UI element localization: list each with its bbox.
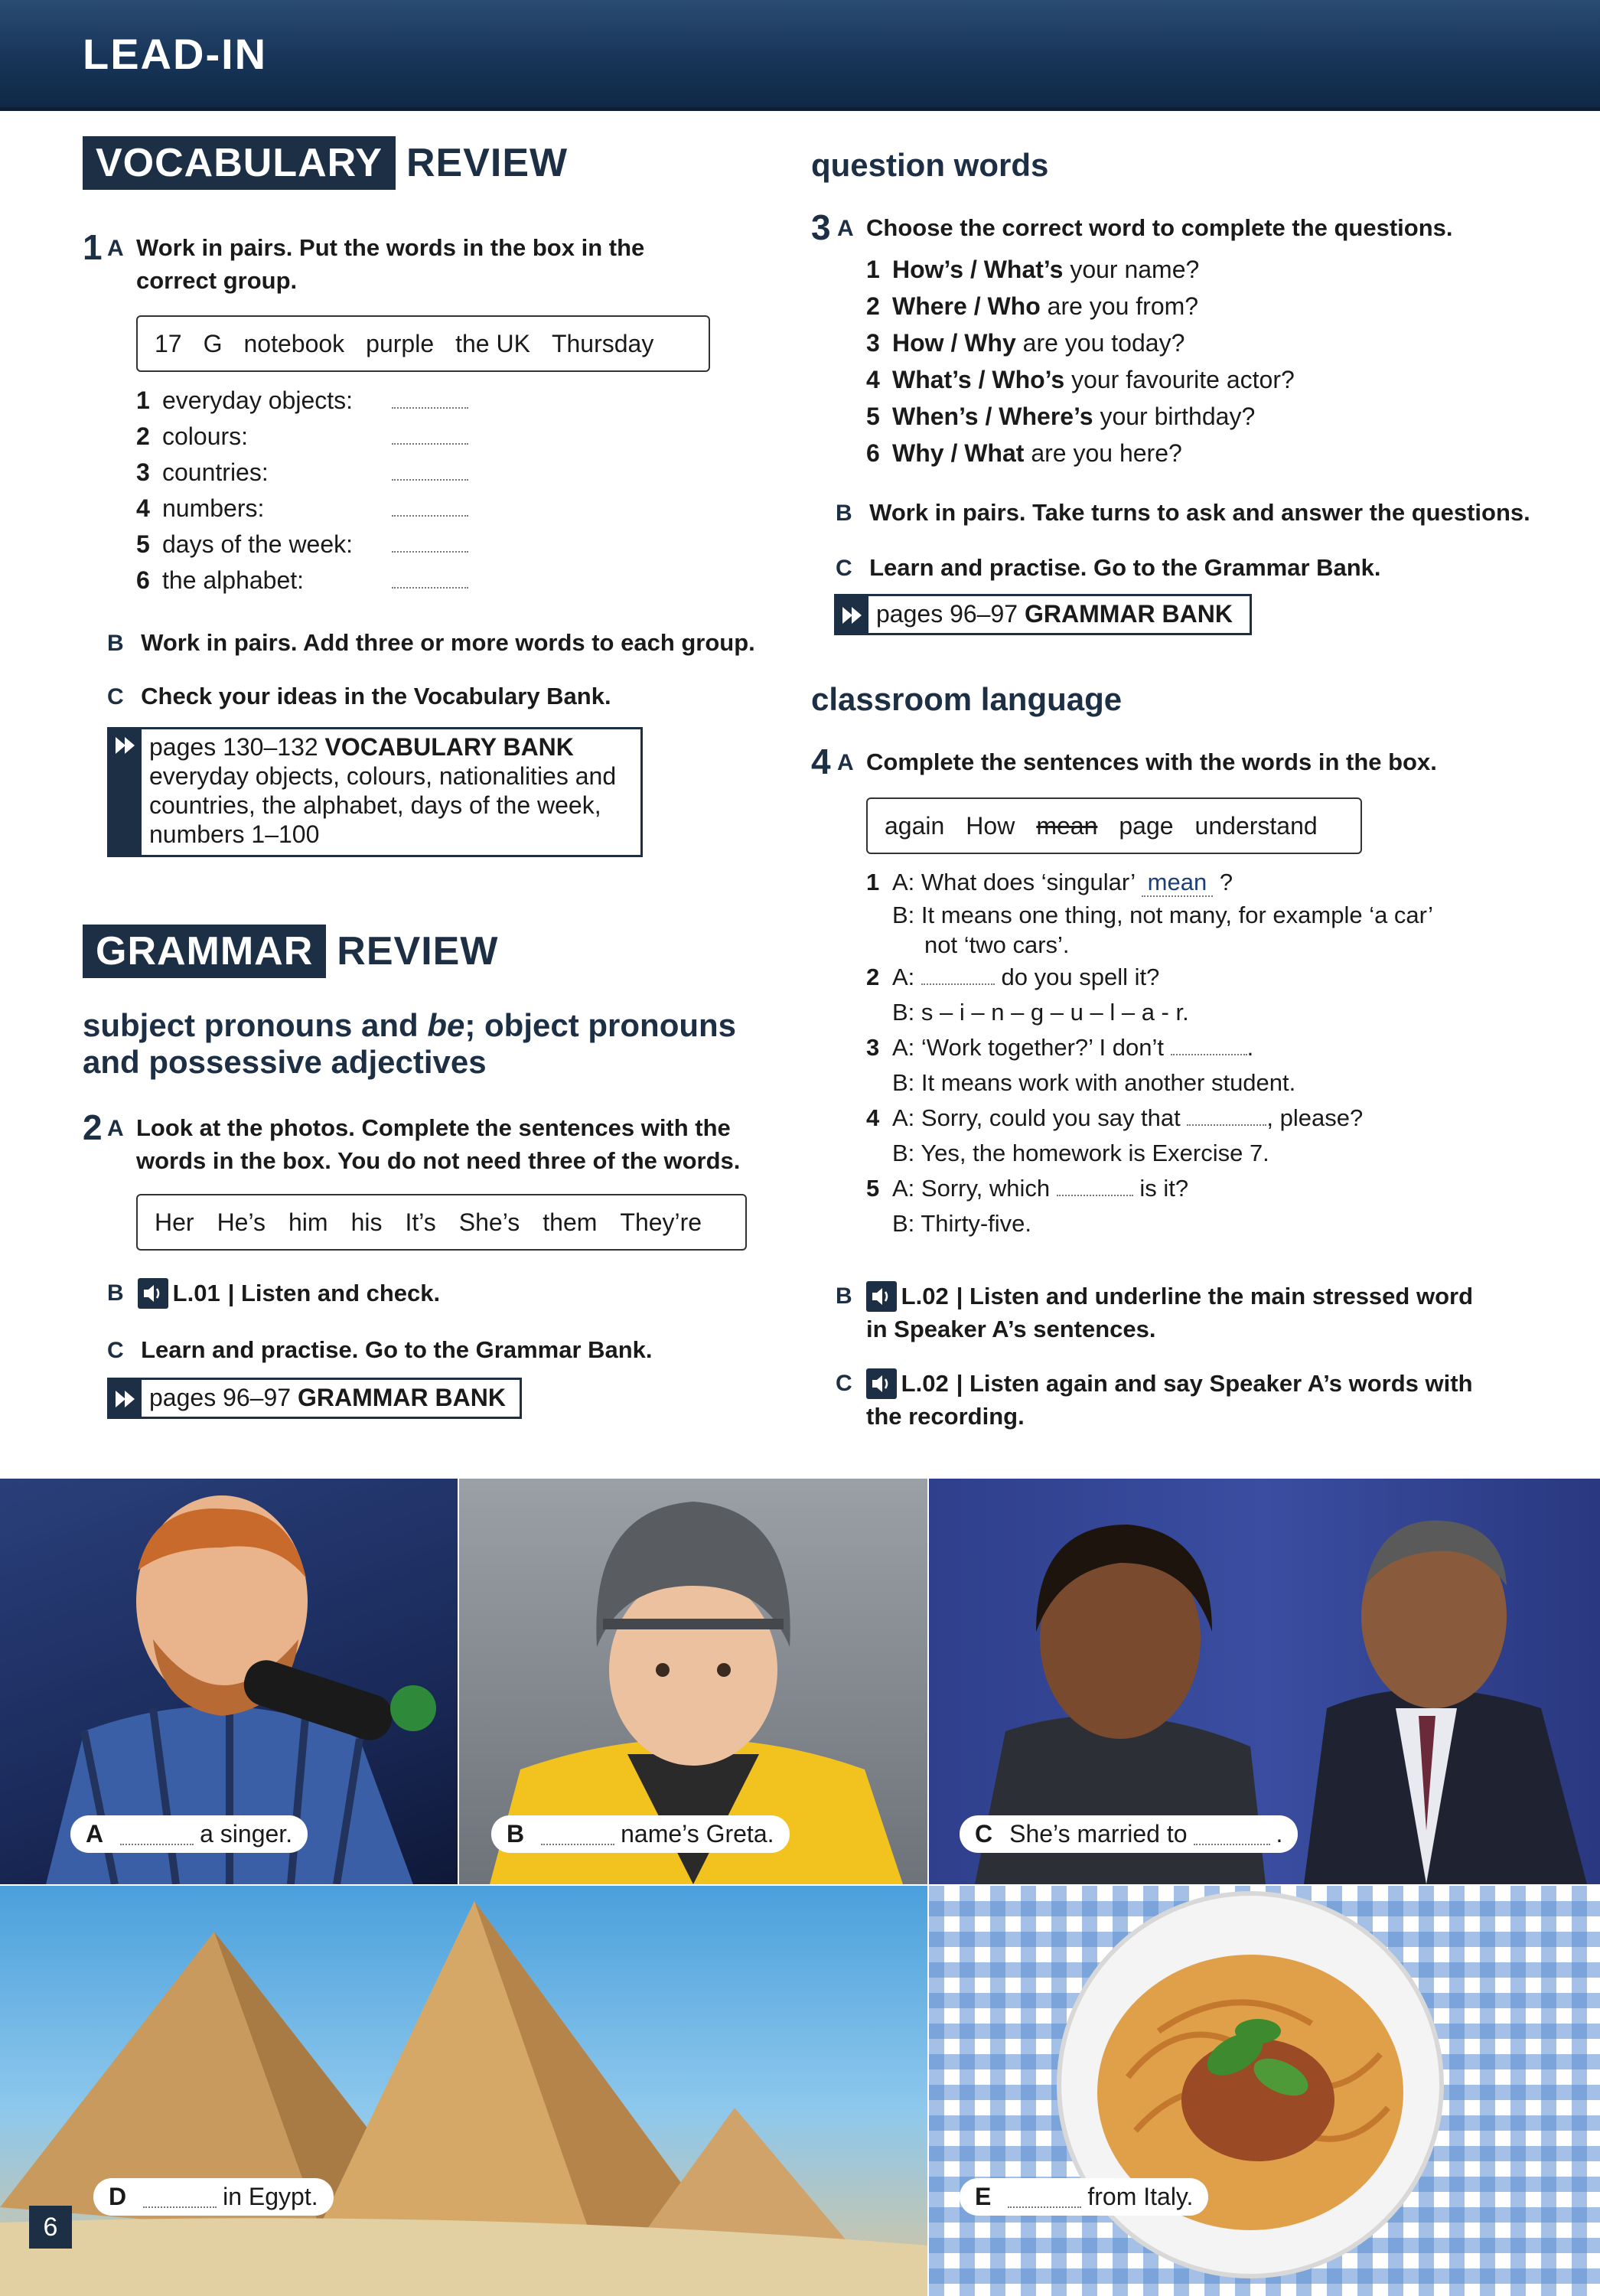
answer-blank[interactable] (1187, 1104, 1266, 1126)
photo-e-spaghetti (929, 1886, 1600, 2296)
answer-blank[interactable] (120, 1824, 194, 1845)
grammar-bank-link-right[interactable]: pages 96–97 GRAMMAR BANK (834, 594, 1252, 635)
answer-blank[interactable] (1008, 2187, 1081, 2208)
list-item: 2 Where / Who are you from? (866, 292, 1199, 320)
question-words-heading: question words (811, 147, 1049, 183)
exercise-1a-label: A (107, 236, 124, 261)
answer-blank[interactable] (1057, 1175, 1133, 1196)
list-item: 6 the alphabet: (136, 563, 468, 598)
exercise-3-number: 3 (811, 207, 831, 247)
fast-forward-icon (836, 596, 868, 633)
speaker-icon[interactable] (866, 1368, 897, 1399)
question-list (866, 251, 1295, 471)
exercise-3b: B Work in pairs. Take turns to ask and answer the questions. (836, 499, 1530, 526)
option-choice[interactable]: What’s / Who’s (892, 366, 1065, 393)
box-word: It’s (405, 1208, 436, 1236)
box-word: Thursday (551, 329, 654, 357)
answer-blank[interactable] (392, 423, 468, 445)
exercise-3c: C Learn and practise. Go to the Grammar Bank. (836, 554, 1381, 581)
box-word-crossed: mean (1036, 811, 1098, 840)
caption-a: A a singer. (70, 1815, 308, 1853)
option-choice[interactable]: How / Why (892, 329, 1016, 357)
answer-blank[interactable] (541, 1824, 614, 1845)
speaker-icon[interactable] (866, 1281, 897, 1312)
dialogue-list: 1 A: What does ‘singular’ mean ? B: It means one thing, not many, for example ‘a car’ not ‘two cars’. 2 A: do you spell it? B: s – i – n – g – u – l – a - r. 3 A: ‘Work together?’ I don’t . B: It means work with another student. 4 A: Sorry, could you say that , please? B: Yes, the homework is Exercise 7. 5 A: Sorry, which is it? B: Thirty-five. (866, 865, 1540, 1241)
list-item: 1 A: What does ‘singular’ mean ? (866, 869, 1233, 895)
box-word: She’s (458, 1208, 520, 1236)
box-word: again (885, 811, 945, 840)
box-word: page (1119, 811, 1174, 840)
answer-blank[interactable] (392, 387, 468, 409)
answer-blank[interactable] (392, 531, 468, 553)
exercise-1c: C Check your ideas in the Vocabulary Bank. (107, 683, 611, 709)
box-word: them (543, 1208, 598, 1236)
caption-e: E from Italy. (960, 2178, 1208, 2216)
box-word: him (288, 1208, 328, 1236)
list-item: 6 Why / What are you here? (866, 439, 1182, 467)
caption-d: D in Egypt. (93, 2178, 334, 2216)
exercise-4b: B L.02 | Listen and underline the main stressed word in Speaker A’s sentences. (836, 1280, 1570, 1345)
vocabulary-bank-link[interactable]: pages 130–132 VOCABULARY BANK everyday objects, colours, nationalities and countries, the alphabet, days of the week, numbers 1–100 (107, 727, 643, 857)
list-item: 5 When’s / Where’s your birthday? (866, 403, 1256, 430)
pyramids-illustration (0, 1886, 927, 2296)
option-choice[interactable]: How’s / What’s (892, 256, 1064, 283)
caption-b: B name’s Greta. (491, 1815, 790, 1853)
vocabulary-groups-list (136, 383, 468, 598)
box-word: He’s (217, 1208, 266, 1236)
vocabulary-word-box (136, 315, 710, 372)
list-item: 4 numbers: (136, 491, 468, 527)
list-item: 3 How / Why are you today? (866, 329, 1185, 357)
exercise-4a-label: A (837, 750, 854, 775)
exercise-1b: B Work in pairs. Add three or more words to each group. (107, 629, 755, 656)
option-choice[interactable]: Where / Who (892, 292, 1041, 320)
exercise-4a-instruction: Complete the sentences with the words in the box. (866, 748, 1437, 775)
classroom-language-heading: classroom language (811, 681, 1123, 717)
grammar-label: GRAMMAR (83, 925, 326, 978)
caption-c: C She’s married to . (960, 1815, 1298, 1853)
spaghetti-illustration (929, 1886, 1600, 2296)
box-word: notebook (243, 329, 345, 357)
answer-blank[interactable] (143, 2187, 217, 2208)
classroom-word-box (866, 797, 1362, 854)
speaker-icon[interactable] (138, 1278, 168, 1309)
box-word: understand (1194, 811, 1318, 840)
example-answer: mean (1142, 869, 1214, 897)
box-word: 17 (155, 329, 182, 357)
list-item: 5 A: Sorry, which is it? (866, 1175, 1189, 1202)
review-label: REVIEW (337, 929, 499, 974)
exercise-2a-label: A (107, 1116, 124, 1141)
box-word: the UK (455, 329, 530, 357)
answer-blank[interactable] (392, 495, 468, 517)
exercise-2a-instruction: Look at the photos. Complete the sentences with the words in the box. You do not need three of the words. (136, 1114, 741, 1174)
answer-blank[interactable] (1194, 1824, 1270, 1845)
box-word: Her (155, 1208, 194, 1236)
grammar-subheading: subject pronouns and be; object pronouns and possessive adjectives (83, 1007, 737, 1080)
list-item: 5 days of the week: (136, 527, 468, 563)
exercise-2b: B L.01 | Listen and check. (107, 1277, 440, 1309)
exercise-2-number: 2 (83, 1107, 103, 1147)
exercise-1-number: 1 (83, 227, 103, 267)
box-word: How (966, 811, 1015, 840)
list-item: 3 countries: (136, 455, 468, 491)
pronoun-word-box (136, 1194, 747, 1251)
answer-blank[interactable] (392, 459, 468, 481)
list-item: 4 What’s / Who’s your favourite actor? (866, 366, 1295, 393)
answer-blank[interactable] (921, 964, 995, 985)
exercise-1a-instruction: Work in pairs. Put the words in the box in the correct group. (136, 234, 645, 294)
exercise-3a-label: A (837, 216, 854, 241)
fast-forward-icon (109, 1380, 142, 1417)
exercise-3a-instruction: Choose the correct word to complete the questions. (866, 214, 1453, 241)
answer-blank[interactable] (1171, 1034, 1247, 1055)
grammar-review-heading (83, 925, 498, 978)
option-choice[interactable]: When’s / Where’s (892, 403, 1093, 430)
box-word: purple (366, 329, 435, 357)
vocabulary-label: VOCABULARY (83, 136, 396, 190)
list-item: 4 A: Sorry, could you say that , please? (866, 1104, 1364, 1131)
list-item: 3 A: ‘Work together?’ I don’t . (866, 1034, 1254, 1061)
list-item: 2 A: do you spell it? (866, 964, 1160, 990)
exercise-4c: C L.02 | Listen again and say Speaker A’s words with the recording. (836, 1367, 1570, 1433)
grammar-bank-link-left[interactable]: pages 96–97 GRAMMAR BANK (107, 1378, 522, 1419)
box-word: They’re (620, 1208, 702, 1236)
review-label: REVIEW (406, 141, 569, 185)
answer-blank[interactable] (392, 567, 468, 589)
list-item: 1 everyday objects: (136, 383, 468, 419)
list-item: 1 How’s / What’s your name? (866, 256, 1200, 283)
photo-d-pyramids (0, 1886, 927, 2296)
box-word: G (203, 329, 223, 357)
vocabulary-review-heading (83, 136, 568, 190)
lead-in-title: LEAD-IN (83, 30, 268, 78)
fast-forward-icon (109, 729, 142, 855)
exercise-2c: C Learn and practise. Go to the Grammar Bank. (107, 1336, 653, 1363)
exercise-4-number: 4 (811, 742, 831, 781)
page-number: 6 (29, 2206, 72, 2249)
option-choice[interactable]: Why / What (892, 439, 1025, 467)
box-word: his (350, 1208, 383, 1236)
list-item: 2 colours: (136, 419, 468, 455)
